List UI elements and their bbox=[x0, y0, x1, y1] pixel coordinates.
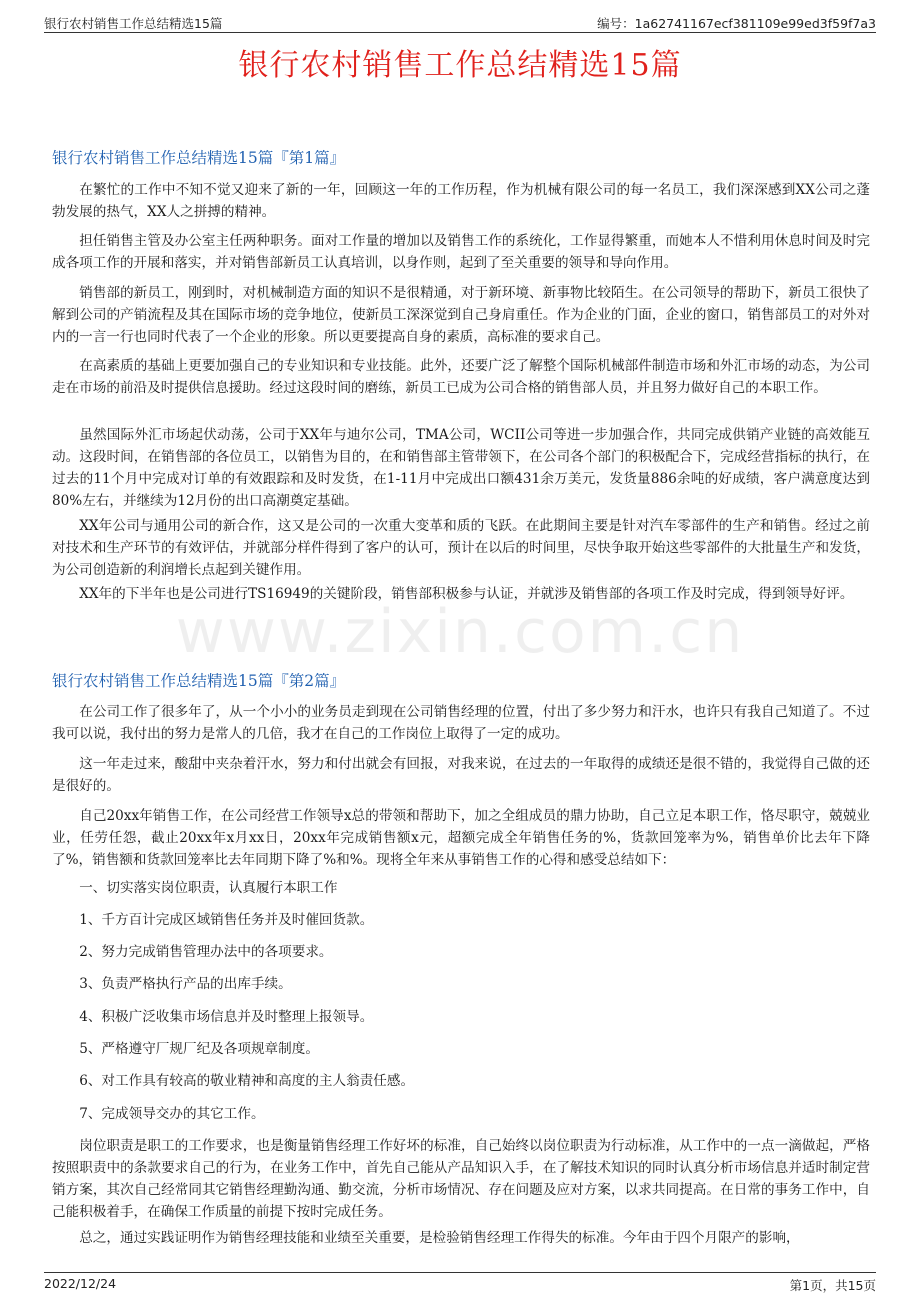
list-item: 6、对工作具有较高的敬业精神和高度的主人翁责任感。 bbox=[79, 1073, 415, 1089]
paragraph: 在繁忙的工作中不知不觉又迎来了新的一年，回顾这一年的工作历程，作为机械有限公司的每一名员工，我们深深感到XX公司之蓬勃发展的热气，XX人之拼搏的精神。 bbox=[52, 182, 870, 220]
paragraph: 销售部的新员工，刚到时，对机械制造方面的知识不是很精通，对于新环境、新事物比较陌生。在公司领导的帮助下，新员工很快了解到公司的产销流程及其在国际市场的竞争地位，使新员工深深觉到自己身肩重任。作为企业的门面，企业的窗口，销售部员工的对外对内的一言一行也同时代表了一个企业的形象。所以更要提高自身的素质，高标准的要求自己。 bbox=[52, 285, 870, 345]
footer-date: 2022/12/24 bbox=[44, 1276, 117, 1291]
watermark: www.zixin.com.cn bbox=[175, 597, 745, 667]
list-item: 5、严格遵守厂规厂纪及各项规章制度。 bbox=[79, 1041, 319, 1057]
paragraph: XX年公司与通用公司的新合作，这又是公司的一次重大变革和质的飞跃。在此期间主要是针对汽车零部件的生产和销售。经过之前对技术和生产环节的有效评估，并就部分样件得到了客户的认可，预计在以后的时间里，尽快争取开始这些零部件的大批量生产和发货，为公司创造新的利润增长点起到关键作用。 bbox=[52, 518, 870, 578]
document-title: 银行农村销售工作总结精选15篇 bbox=[238, 48, 682, 83]
footer-page-number: 第1页，共15页 bbox=[789, 1278, 876, 1293]
paragraph: 总之，通过实践证明作为销售经理技能和业绩至关重要，是检验销售经理工作得失的标准。今年由于四个月限产的影响， bbox=[79, 1230, 800, 1246]
paragraph: 担任销售主管及办公室主任两种职务。面对工作量的增加以及销售工作的系统化，工作显得繁重，而她本人不惜利用休息时间及时完成各项工作的开展和落实，并对销售部新员工认真培训，以身作则，起到了至关重要的领导和导向作用。 bbox=[52, 233, 870, 271]
paragraph: XX年的下半年也是公司进行TS16949的关键阶段，销售部积极参与认证，并就涉及销售部的各项工作及时完成，得到领导好评。 bbox=[79, 586, 854, 602]
header-doc-id: 编号：1a62741167ecf381109e99ed3f59f7a3 bbox=[597, 16, 876, 31]
paragraph: 这一年走过来，酸甜中夹杂着汗水，努力和付出就会有回报，对我来说，在过去的一年取得的成绩还是很不错的，我觉得自己做的还是很好的。 bbox=[52, 756, 870, 794]
paragraph: 虽然国际外汇市场起伏动荡，公司于XX年与迪尔公司，TMA公司，WCII公司等进一步加强合作，共同完成供销产业链的高效能互动。这段时间，在销售部的各位员工，以销售为目的，在和销售部主管带领下，在公司各个部门的积极配合下，完成经营指标的执行，在过去的11个月中完成对订单的有效跟踪和及时发货，在1-11月中完成出口额431余万美元，发货量886余吨的好成绩，客户满意度达到80%左右，并继续为12月份的出口高潮奠定基础。 bbox=[52, 427, 870, 509]
section-heading-2: 银行农村销售工作总结精选15篇『第2篇』 bbox=[52, 672, 346, 690]
paragraph: 岗位职责是职工的工作要求，也是衡量销售经理工作好坏的标准，自己始终以岗位职责为行动标准，从工作中的一点一滴做起，严格按照职责中的条款要求自己的行为，在业务工作中，首先自己能从产品知识入手，在了解技术知识的同时认真分析市场信息并适时制定营销方案，其次自己经常同其它销售经理勤沟通、勤交流，分析市场情况、存在问题及应对方案，以求共同提高。在日常的事务工作中，自己能积极着手，在确保工作质量的前提下按时完成任务。 bbox=[52, 1138, 870, 1220]
list-item: 3、负责严格执行产品的出库手续。 bbox=[79, 976, 292, 992]
page-header bbox=[44, 10, 876, 33]
list-item: 1、千方百计完成区域销售任务并及时催回货款。 bbox=[79, 912, 374, 928]
paragraph: 在公司工作了很多年了，从一个小小的业务员走到现在公司销售经理的位置，付出了多少努力和汗水，也许只有我自己知道了。不过我可以说，我付出的努力是常人的几倍，我才在自己的工作岗位上取得了一定的成功。 bbox=[52, 704, 870, 742]
page-footer bbox=[44, 1272, 876, 1295]
paragraph: 在高素质的基础上更要加强自己的专业知识和专业技能。此外，还要广泛了解整个国际机械部件制造市场和外汇市场的动态，为公司走在市场的前沿及时提供信息援助。经过这段时间的磨练，新员工已成为公司合格的销售部人员，并且努力做好自己的本职工作。 bbox=[52, 358, 870, 396]
list-item: 2、努力完成销售管理办法中的各项要求。 bbox=[79, 944, 333, 960]
list-item: 4、积极广泛收集市场信息并及时整理上报领导。 bbox=[79, 1009, 374, 1025]
paragraph: 自己20xx年销售工作，在公司经营工作领导x总的带领和帮助下，加之全组成员的鼎力协助，自己立足本职工作，恪尽职守，兢兢业业，任劳任怨，截止20xx年x月xx日，20xx年完成销售额x元，超额完成全年销售任务的%，货款回笼率为%，销售单价比去年下降了%，销售额和货款回笼率比去年同期下降了%和%。现将全年来从事销售工作的心得和感受总结如下： bbox=[52, 808, 870, 868]
list-heading: 一、切实落实岗位职责，认真履行本职工作 bbox=[79, 880, 338, 896]
header-doc-title: 银行农村销售工作总结精选15篇 bbox=[44, 16, 223, 31]
section-heading-1: 银行农村销售工作总结精选15篇『第1篇』 bbox=[52, 149, 346, 167]
list-item: 7、完成领导交办的其它工作。 bbox=[79, 1106, 265, 1122]
